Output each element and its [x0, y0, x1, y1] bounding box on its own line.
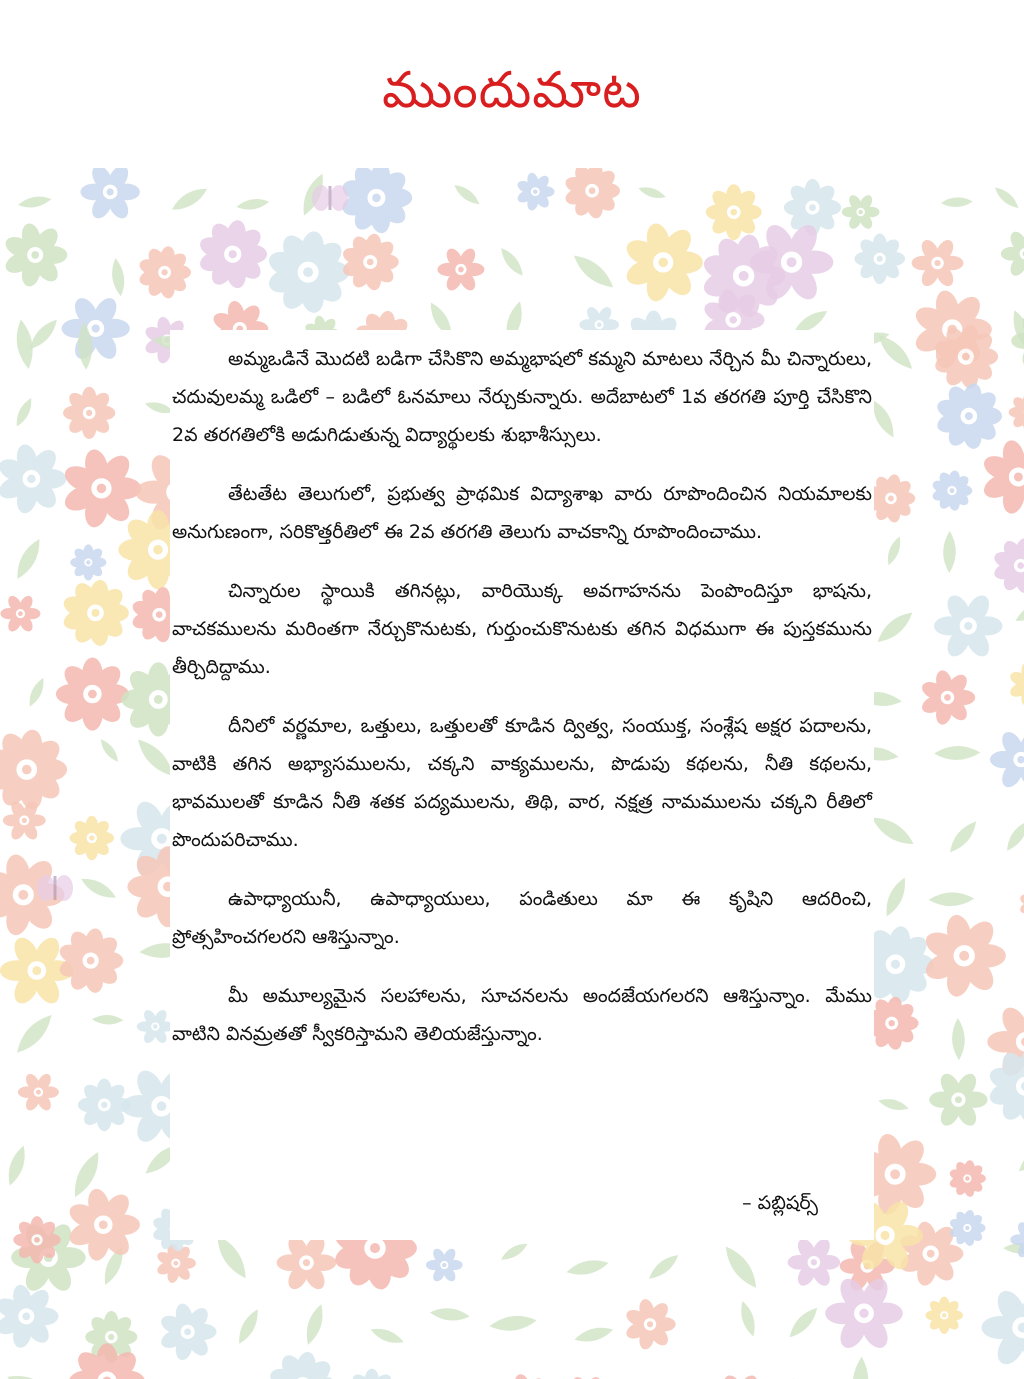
- leaf-decoration: [868, 811, 917, 850]
- flower-decoration: [341, 232, 399, 291]
- leaf-decoration: [169, 183, 211, 215]
- flower-decoration: [137, 1008, 174, 1045]
- flower-decoration: [267, 1350, 336, 1379]
- leaf-decoration: [1015, 1139, 1024, 1175]
- leaf-decoration: [565, 1257, 610, 1279]
- leaf-decoration: [223, 1375, 265, 1379]
- flower-decoration: [69, 1343, 145, 1379]
- preface-paragraph-1: అమ్మఒడినే మొదటి బడిగా చేసికొని అమ్మభాషలో కమ్మని మాటలు నేర్చిన మీ చిన్నారులు, చదువులమ్మ ఒడిలో – బడిలో ఓనమాలు నేర్చుకున్నారు. అదేబాటలో 1వ తరగతి పూర్తి చేసికొని 2వ తరగతిలోకి అడుగిడుతున్న విద్యార్థులకు శుభాశీస్సులు.: [172, 348, 872, 446]
- leaf-decoration: [25, 676, 47, 709]
- leaf-decoration: [569, 250, 618, 293]
- leaf-decoration: [5, 1370, 57, 1379]
- flower-decoration: [2, 222, 67, 289]
- leaf-decoration: [737, 1299, 759, 1338]
- flower-decoration: [788, 1236, 841, 1289]
- flower-decoration: [158, 1302, 216, 1362]
- flower-decoration: [922, 913, 1006, 1000]
- leaf-decoration: [11, 1010, 57, 1058]
- leaf-decoration: [369, 1325, 406, 1348]
- flower-decoration: [0, 1283, 58, 1350]
- leaf-decoration: [945, 818, 980, 857]
- leaf-decoration: [429, 1306, 470, 1322]
- flower-decoration: [1010, 1220, 1024, 1260]
- flower-decoration: [57, 927, 123, 994]
- preface-paragraph-3: చిన్నారుల స్థాయికి తగినట్లు, వారియొక్క అవగాహనను పెంపొందిస్తూ భాషను, వాచకములను మరింతగా నేర్చుకొనుటకు, గుర్తుంచుకొనుటకు తగిన విధముగా ఈ పుస్తకమును తీర్చిదిద్దాము.: [172, 580, 872, 678]
- flower-decoration: [339, 168, 412, 235]
- flower-decoration: [0, 728, 67, 811]
- preface-paragraph-6: మీ అమూల్యమైన సలహాలను, సూచనలను అందజేయగలరని ఆశిస్తున్నాం. మేము వాటిని వినమ్రతతో స్వీకరిస్తామని తెలియజేస్తున్నాం.: [172, 985, 872, 1045]
- flower-decoration: [926, 1297, 963, 1334]
- flower-decoration: [63, 387, 115, 439]
- flower-decoration: [18, 1072, 59, 1113]
- page-title: ముందుమాట: [382, 61, 642, 119]
- flower-decoration: [1001, 229, 1024, 279]
- flower-decoration: [948, 1159, 986, 1197]
- leaf-decoration: [489, 1313, 538, 1333]
- butterfly-icon: [37, 875, 73, 901]
- flower-decoration: [934, 382, 1002, 451]
- leaf-decoration: [1012, 595, 1024, 626]
- flower-decoration: [842, 193, 880, 231]
- leaf-decoration: [881, 875, 910, 919]
- leaf-decoration: [497, 245, 527, 279]
- leaf-decoration: [234, 1307, 263, 1347]
- flower-decoration: [498, 1373, 552, 1379]
- leaf-decoration: [873, 607, 917, 647]
- flower-decoration: [912, 237, 964, 289]
- flower-decoration: [624, 1298, 676, 1351]
- leaf-decoration: [573, 1324, 615, 1346]
- leaf-decoration: [785, 1304, 821, 1342]
- flower-decoration: [706, 184, 762, 240]
- flower-decoration: [61, 447, 141, 529]
- flower-decoration: [277, 1233, 337, 1293]
- flower-decoration: [437, 246, 484, 293]
- flower-decoration: [13, 1216, 60, 1263]
- flower-decoration: [980, 438, 1024, 516]
- leaf-decoration: [952, 1018, 966, 1061]
- leaf-decoration: [92, 1015, 124, 1025]
- leaf-decoration: [4, 1144, 30, 1188]
- flower-decoration: [516, 172, 555, 212]
- leaf-decoration: [499, 1240, 530, 1264]
- leaf-decoration: [110, 257, 127, 297]
- flower-decoration: [934, 591, 1002, 660]
- flower-decoration: [931, 470, 972, 512]
- leaf-decoration: [941, 197, 973, 208]
- flower-decoration: [0, 442, 66, 515]
- flower-decoration: [137, 245, 191, 300]
- flower-decoration: [70, 544, 106, 580]
- leaf-decoration: [13, 396, 36, 429]
- leaf-decoration: [637, 184, 667, 201]
- leaf-decoration: [934, 746, 981, 761]
- preface-paragraph-5: ఉపాధ్యాయునీ, ఉపాధ్యాయులు, పండితులు మా ఈ కృషిని ఆదరించి, ప్రోత్సహించగలరని ఆశిస్తున్నాం.: [172, 888, 872, 948]
- flower-decoration: [80, 168, 139, 222]
- leaf-decoration: [236, 197, 271, 212]
- flower-decoration: [623, 221, 703, 303]
- leaf-decoration: [645, 1251, 681, 1283]
- flower-decoration: [990, 728, 1024, 790]
- preface-paragraph-2: తేటతేట తెలుగులో, ప్రభుత్వ ప్రాథమిక విద్యాశాఖ వారు రూపొందించిన నియమాలకు అనుగుణంగా, సరికొత్తరీతిలో ఈ 2వ తరగతి తెలుగు వాచకాన్ని రూపొందించాము.: [172, 483, 872, 543]
- leaf-decoration: [451, 181, 482, 208]
- leaf-decoration: [928, 892, 974, 907]
- leaf-decoration: [992, 184, 1022, 211]
- flower-decoration: [56, 658, 129, 731]
- flower-decoration: [426, 1247, 463, 1284]
- leaf-decoration: [943, 531, 956, 573]
- leaf-decoration: [302, 1302, 327, 1347]
- flower-decoration: [347, 1369, 397, 1379]
- flower-decoration: [1008, 661, 1024, 707]
- leaf-decoration: [1003, 818, 1024, 854]
- flower-decoration: [929, 1070, 987, 1129]
- flower-decoration: [854, 233, 905, 284]
- butterfly-icon: [312, 185, 348, 211]
- flower-decoration: [1019, 884, 1024, 925]
- flower-decoration: [564, 1375, 610, 1379]
- leaf-decoration: [11, 536, 45, 583]
- flower-decoration: [62, 294, 130, 363]
- leaf-decoration: [877, 1096, 910, 1113]
- flower-decoration: [265, 230, 349, 315]
- leaf-decoration: [884, 535, 904, 567]
- leaf-decoration: [97, 737, 121, 765]
- flower-decoration: [714, 1372, 768, 1379]
- flower-decoration: [982, 1286, 1024, 1369]
- leaf-decoration: [874, 330, 918, 374]
- flower-decoration: [948, 1209, 985, 1247]
- leaf-decoration: [852, 1356, 870, 1379]
- flower-decoration: [919, 669, 975, 726]
- flower-decoration: [197, 219, 267, 290]
- flower-decoration: [987, 1047, 1024, 1125]
- preface-paragraph-4: దీనిలో వర్ణమాల, ఒత్తులు, ఒత్తులతో కూడిన ద్విత్వ, సంయుక్త, సంశ్లేష అక్షర పదాలను, వాటికి తగిన అభ్యాసములను, చక్కని వాక్యములను, పొడుపు కథలను, నీతి కథలను, భావములతో కూడిన నీతి శతక పద్యములను, తిథి, వార, నక్షత్ర నామములను చక్కని రీతిలో పొందుపరిచాము.: [172, 715, 872, 851]
- flower-decoration: [70, 816, 114, 860]
- leaf-decoration: [17, 194, 52, 210]
- flower-decoration: [61, 578, 129, 647]
- flower-decoration: [992, 537, 1024, 594]
- flower-decoration: [563, 168, 620, 220]
- leaf-decoration: [720, 1242, 763, 1292]
- leaf-decoration: [78, 874, 118, 903]
- flower-decoration: [1009, 393, 1024, 432]
- preface-body: [172, 340, 872, 1074]
- publisher-signature: – పబ్లిషర్స్: [742, 1192, 818, 1214]
- flower-decoration: [0, 594, 40, 634]
